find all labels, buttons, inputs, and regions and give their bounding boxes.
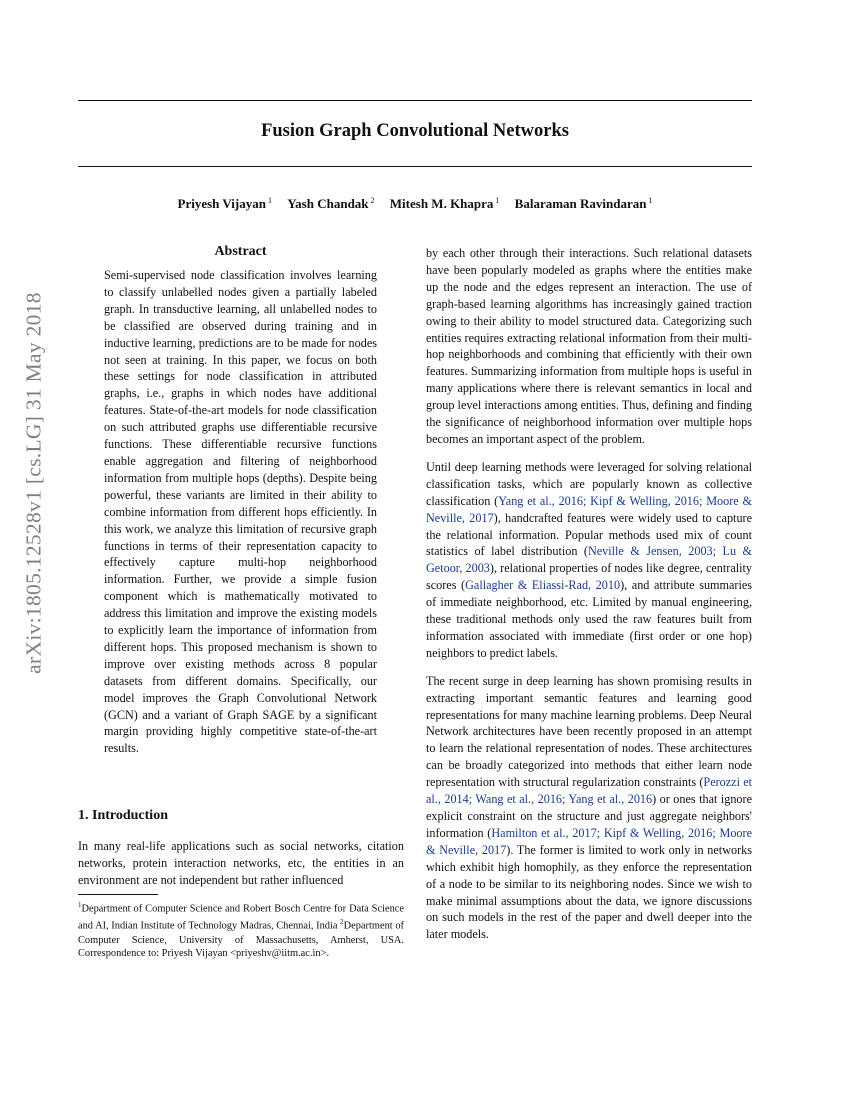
introduction-text: In many real-life applications such as social networks, citation networks, protein interaction networks, etc, the entities in an environment are not independent but rather influenced	[78, 839, 404, 887]
author	[515, 196, 653, 211]
abstract-body: Semi-supervised node classification involves learning to classify unlabelled nodes given a partially labeled graph. In transductive learning, all unlabelled nodes to be classified are observed during training and in inductive learning, predictions are to be made for nodes not seen at training. In this paper, we focus on both these settings for node classification in attributed graphs, i.e., graphs in which nodes have additional features. State-of-the-art models for node classification on such attributed graphs use differentiable recursive functions. These differentiable recursive functions enable aggregation and filtering of neighborhood information from multiple hops (depths). Despite being powerful, these variants are limited in their ability to combine information from different hops efficiently. In this work, we analyze this limitation of recursive graph functions in terms of their representation capacity to effectively capture multi-hop neighborhood information. Further, we provide a simple fusion component which is mathematically motivated to address this limitation and improve the existing models to explicitly learn the importance of information from different hops. This proposed mechanism is shown to improve over existing methods across 8 popular datasets from different domains. Specifically, our model improves the Graph Convolutional Network (GCN) and a variant of Graph SAGE by a significant margin providing highly competitive state-of-the-art results.	[104, 268, 377, 756]
introduction-paragraph	[426, 459, 752, 662]
introduction-paragraph-start	[78, 838, 404, 889]
introduction-heading: 1. Introduction	[78, 808, 168, 823]
author-affiliation-mark: 2	[370, 196, 375, 205]
author	[390, 196, 500, 211]
footnote-marker: 2	[340, 918, 344, 927]
citation-link[interactable]: Gallagher & Eliassi-Rad, 2010	[465, 578, 621, 593]
author	[287, 196, 374, 211]
footnote-affiliation-2: Department of Computer Science, University of Massachusetts, Amherst, USA. Correspondence to: Priyesh Vijayan <priyeshv@iitm.ac.in>.	[78, 920, 404, 960]
author-name: Mitesh M. Khapra	[389, 196, 494, 212]
text-run: Until deep learning methods were leveraged for solving relational classification tasks, which are popularly known as collective classification (	[426, 459, 752, 508]
author-name: Yash Chandak	[287, 196, 369, 212]
author-affiliation-mark: 1	[495, 196, 500, 205]
arxiv-identifier-stamp: arXiv:1805.12528v1 [cs.LG] 31 May 2018	[21, 292, 46, 674]
citation-link[interactable]: Perozzi et al., 2014; Wang et al., 2016; Yang et al., 2016	[426, 775, 752, 807]
author-list	[78, 196, 752, 212]
citation-link[interactable]: Hamilton et al., 2017; Kipf & Welling, 2016; Moore & Neville, 2017	[426, 825, 752, 857]
text-run: ), and attribute summaries of immediate neighborhood, etc. Limited by manual engineering, these traditional methods only used the raw features built from information associated with immediate (first order or one hop) neighbors to predict labels.	[426, 578, 753, 660]
citation-link[interactable]: Neville & Jensen, 2003; Lu & Getoor, 2003	[426, 544, 753, 576]
footnote-marker: 1	[78, 901, 82, 909]
right-column	[426, 245, 752, 954]
text-run: ), handcrafted features were widely used to capture the relational information. Popular methods used mix of count statistics of label distribution (	[426, 510, 753, 559]
title-bottom-rule	[78, 166, 752, 167]
footnote-affiliation-1: Department of Computer Science and Robert Bosch Centre for Data Science and AI, Indian Institute of Technology Madras, Chennai, India	[78, 903, 404, 932]
abstract-heading: Abstract	[214, 244, 267, 259]
text-run: ). The former is limited to work only in networks which exhibit high homophily, as they enforce the representation of a node to be similar to its neighboring nodes. Since we wish to make minimal assumptions about the data, we ignore discussions on such models in the rest of the paper and dwell deeper into the later models.	[426, 842, 752, 942]
footnote-rule	[78, 894, 158, 895]
introduction-paragraph	[426, 673, 752, 944]
author-affiliation-mark: 1	[648, 196, 653, 205]
paper-title: Fusion Graph Convolutional Networks	[261, 121, 569, 141]
text-run: The recent surge in deep learning has shown promising results in extracting important semantic features and learning good representations for many machine learning problems. Deep Neural Network architectures have been recently proposed in an attempt to learn the relational representation of nodes. These architectures can be broadly categorized into methods that either learn node representation with structural regularization constraints (	[426, 673, 752, 790]
title-top-rule	[78, 100, 752, 101]
author-affiliation-mark: 1	[267, 196, 272, 205]
text-run: ), relational properties of nodes like degree, centrality scores (	[426, 561, 752, 593]
author-name: Priyesh Vijayan	[177, 196, 266, 212]
author	[178, 196, 272, 211]
introduction-paragraph: by each other through their interactions. Such relational datasets have been popularly modeled as graphs where the entities make up the node and the edges represent an interaction. The use of graph-based learning algorithms has increasingly gained traction owing to their ability to model structured data. Categorizing such entities requires extracting relational information from their multi-hop neighborhoods and combining that efficiently with their own features. Summarizing information from multiple hops is useful in many applications where there is relevant semantics in local and group level interactions among entities. Thus, defining and finding the significance of neighborhood information over multiple hops becomes an important aspect of the problem.	[426, 246, 752, 446]
citation-link[interactable]: Yang et al., 2016; Kipf & Welling, 2016; Moore & Neville, 2017	[426, 493, 752, 525]
affiliation-footnote	[78, 899, 404, 961]
abstract-section	[104, 243, 377, 757]
text-run: ) or ones that ignore explicit constraint on the structure and just aggregate neighbors' information (	[426, 792, 752, 840]
author-name: Balaraman Ravindaran	[514, 196, 647, 212]
